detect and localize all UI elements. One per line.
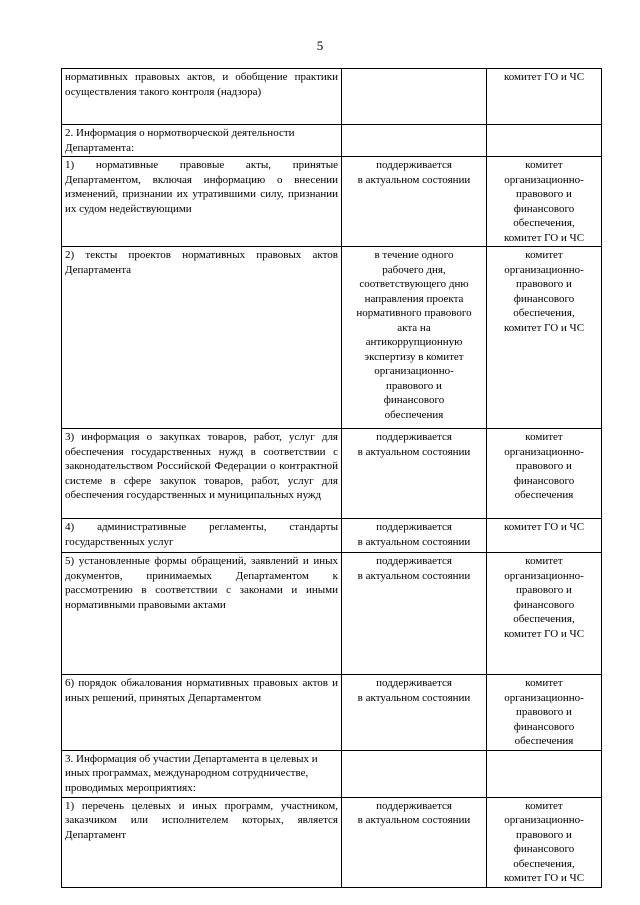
table-row xyxy=(62,797,602,887)
table-row xyxy=(62,69,602,125)
responsible-cell: комитет ГО и ЧС xyxy=(487,519,602,553)
item-description: 5) установленные формы обращений, заявлений и иных документов, принимаемых Департаментом к рассмотрению в соответствии с законами и иными нормативными правовыми актами xyxy=(62,553,342,675)
table-row xyxy=(62,675,602,751)
responsible-cell: комитет ГО и ЧС xyxy=(487,69,602,125)
deadline-cell: поддерживается в актуальном состоянии xyxy=(342,675,487,751)
responsible-cell: комитет организационно- правового и финансового обеспечения, комитет ГО и ЧС xyxy=(487,247,602,429)
responsible-cell xyxy=(487,750,602,797)
item-description: 4) административные регламенты, стандарты государственных услуг xyxy=(62,519,342,553)
responsible-cell: комитет организационно- правового и финансового обеспечения, комитет ГО и ЧС xyxy=(487,797,602,887)
section-heading: 3. Информация об участии Департамента в целевых и иных программах, международном сотрудничестве, проводимых мероприятиях: xyxy=(62,750,342,797)
item-description: 1) нормативные правовые акты, принятые Департаментом, включая информацию о внесении изменений, признании их утратившими силу, признании их судом недействующими xyxy=(62,157,342,247)
deadline-cell: поддерживается в актуальном состоянии xyxy=(342,519,487,553)
deadline-cell: поддерживается в актуальном состоянии xyxy=(342,553,487,675)
table-row xyxy=(62,247,602,429)
table-row xyxy=(62,553,602,675)
responsible-cell xyxy=(487,125,602,157)
document-table xyxy=(61,68,602,888)
responsible-cell: комитет организационно- правового и финансового обеспечения xyxy=(487,429,602,519)
deadline-cell: поддерживается в актуальном состоянии xyxy=(342,157,487,247)
table-row xyxy=(62,157,602,247)
item-description: 6) порядок обжалования нормативных правовых актов и иных решений, принятых Департаментом xyxy=(62,675,342,751)
table-row xyxy=(62,519,602,553)
deadline-cell: поддерживается в актуальном состоянии xyxy=(342,429,487,519)
item-description: 1) перечень целевых и иных программ, участником, заказчиком или исполнителем которых, является Департамент xyxy=(62,797,342,887)
table-row xyxy=(62,429,602,519)
section-row xyxy=(62,125,602,157)
item-description: 3) информация о закупках товаров, работ, услуг для обеспечения государственных нужд в соответствии с законодательством Российской Федерации о контрактной системе в сфере закупок товаров, работ, услуг для обеспечения государственных и муниципальных нужд xyxy=(62,429,342,519)
page-number: 5 xyxy=(316,38,324,53)
item-description: 2) тексты проектов нормативных правовых актов Департамента xyxy=(62,247,342,429)
deadline-cell: в течение одного рабочего дня, соответствующего дню направления проекта нормативного правового акта на антикоррупционную экспертизу в комитет организационно- правового и финансового обеспечения xyxy=(342,247,487,429)
section-row xyxy=(62,750,602,797)
deadline-cell xyxy=(342,125,487,157)
deadline-cell xyxy=(342,750,487,797)
item-description: нормативных правовых актов, и обобщение практики осуществления такого контроля (надзора) xyxy=(62,69,342,125)
deadline-cell: поддерживается в актуальном состоянии xyxy=(342,797,487,887)
responsible-cell: комитет организационно- правового и финансового обеспечения, комитет ГО и ЧС xyxy=(487,157,602,247)
responsible-cell: комитет организационно- правового и финансового обеспечения xyxy=(487,675,602,751)
section-heading: 2. Информация о нормотворческой деятельности Департамента: xyxy=(62,125,342,157)
responsible-cell: комитет организационно- правового и финансового обеспечения, комитет ГО и ЧС xyxy=(487,553,602,675)
deadline-cell xyxy=(342,69,487,125)
